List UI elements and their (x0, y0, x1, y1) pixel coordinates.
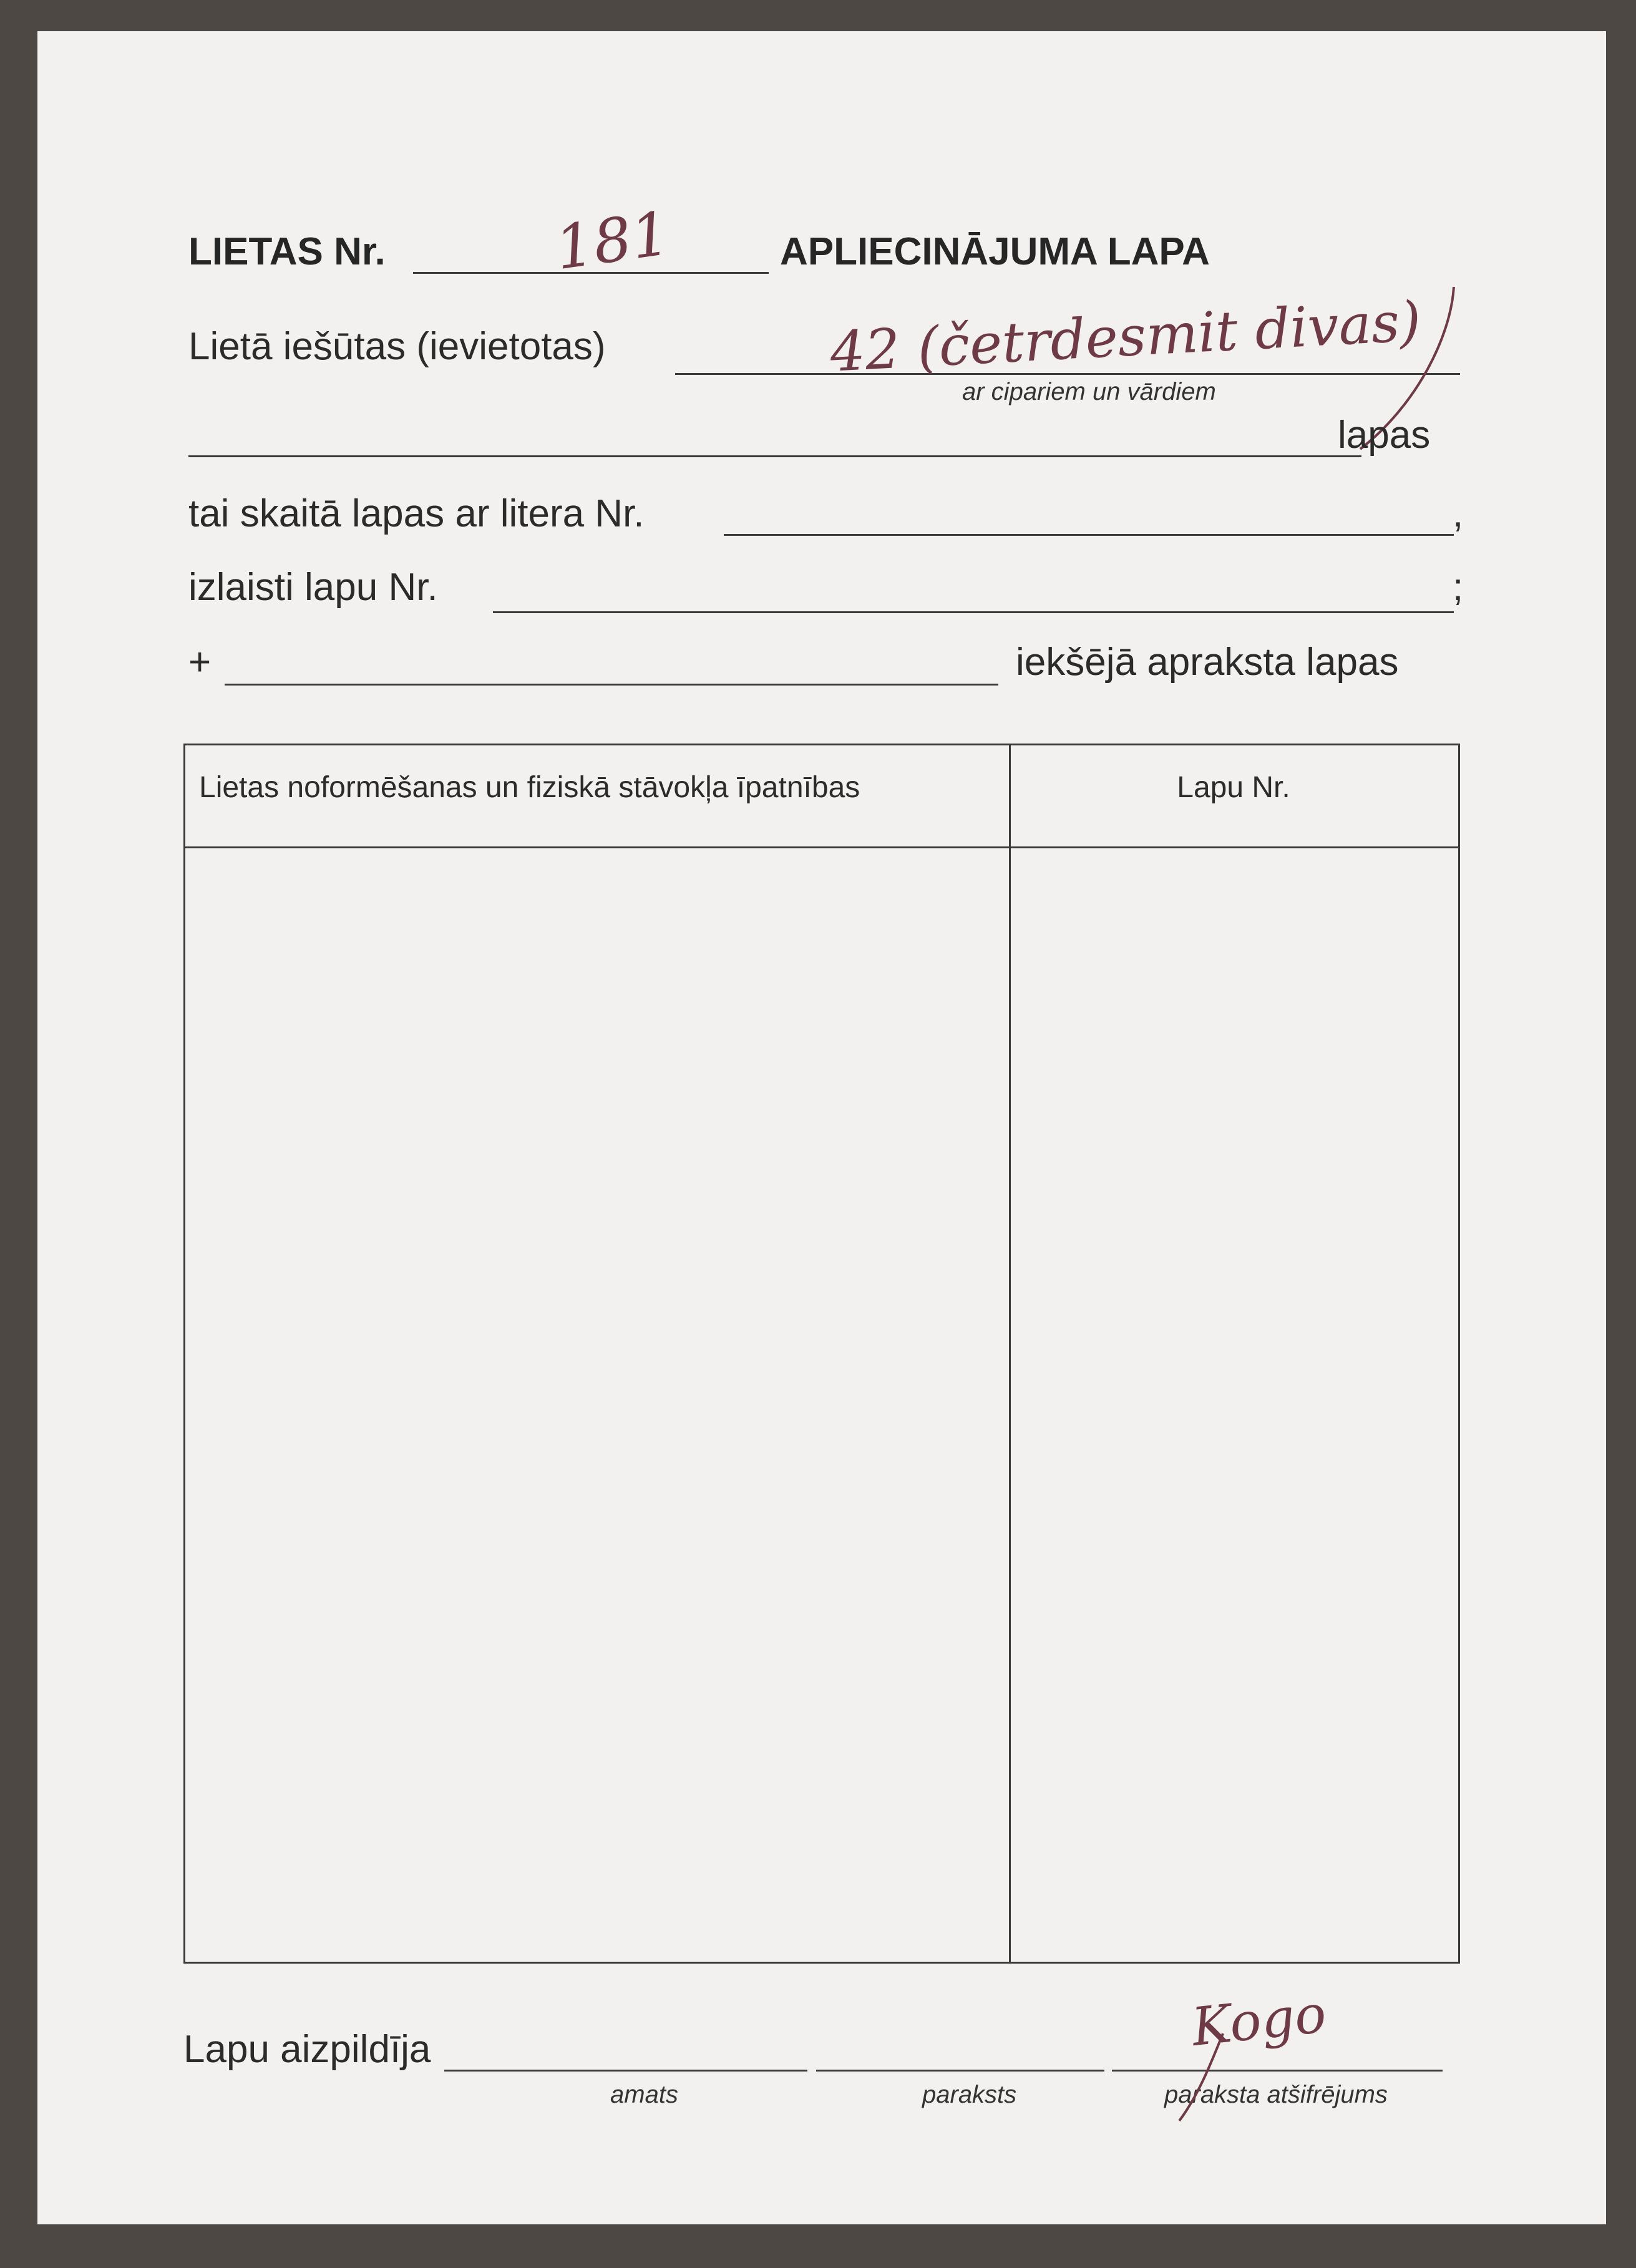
sewn-pages-hint: ar cipariem un vārdiem (962, 378, 1216, 405)
sewn-pages-handwritten: 42 (četrdesmit divas) (828, 289, 1423, 384)
pages-word: lapas (1338, 414, 1431, 457)
sewn-pages-continuation-line (188, 455, 1361, 457)
table-header-divider (185, 846, 1458, 848)
inner-pages-label: iekšējā apraksta lapas (1016, 641, 1399, 684)
signature-decode-line (1112, 2070, 1443, 2072)
signature-decode-hint: paraksta atšifrējums (1164, 2081, 1388, 2108)
document-page (37, 31, 1606, 2224)
table-column-divider (1009, 745, 1011, 1962)
inner-pages-plus: + (188, 641, 212, 684)
table-header-features: Lietas noformēšanas un fiziskā stāvokļa īpatnības (199, 771, 860, 804)
sewn-pages-label: Lietā iešūtas (ievietotas) (188, 325, 606, 368)
signature-stroke (1173, 2027, 1248, 2127)
lettered-pages-comma: , (1453, 492, 1464, 535)
omitted-pages-semicolon: ; (1453, 566, 1464, 609)
signature-hint: paraksts (922, 2081, 1017, 2108)
filled-by-label: Lapu aizpildīja (183, 2028, 431, 2071)
omitted-pages-label: izlaisti lapu Nr. (188, 566, 438, 609)
case-number-label: LIETAS Nr. (188, 230, 386, 273)
lettered-pages-label: tai skaitā lapas ar litera Nr. (188, 492, 645, 535)
case-number-handwritten: 181 (551, 198, 674, 284)
position-line (444, 2070, 807, 2072)
position-hint: amats (610, 2081, 678, 2108)
table-header-page-numbers: Lapu Nr. (1177, 771, 1290, 804)
omitted-pages-line (493, 611, 1454, 613)
lettered-pages-line (724, 534, 1454, 536)
document-title: APLIECINĀJUMA LAPA (780, 230, 1210, 273)
signature-line (816, 2070, 1104, 2072)
notes-table (183, 744, 1460, 1964)
handwritten-signature: Kogo (1189, 1983, 1329, 2058)
inner-pages-line (225, 684, 998, 686)
